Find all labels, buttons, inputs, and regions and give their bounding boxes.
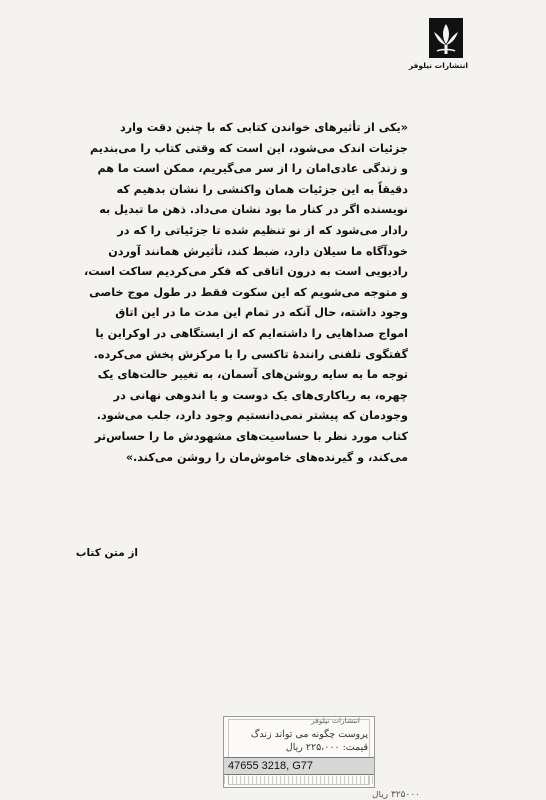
blurb-text: [83, 118, 408, 468]
bottom-price-stamp: ۳۲۵۰۰۰ ریال: [371, 791, 420, 800]
blurb-line: کتاب مورد نظر با حساسیت‌های مشهودش ما را حساس‌تر: [94, 429, 408, 443]
blurb-line: دقیقاً به این جزئیات همان واکنشی را نشان بدهیم که: [116, 182, 408, 196]
blurb-line: توجه ما به سایه روشن‌های آسمان، به تغییر حالت‌های یک: [97, 368, 408, 382]
blurb-line: چهره، به ریاکاری‌های یک دوست و یا اندوهی نهانی در: [113, 388, 408, 402]
blurb-line: جزئیات اندک می‌شود، این است که وقتی کتاب را می‌بندیم: [90, 141, 408, 155]
sticker-price: قیمت: ۲۲۵،۰۰۰ ریال: [285, 742, 368, 753]
sticker-title: پروست چگونه می تواند زندگ: [250, 729, 368, 740]
blurb-line: وجودمان که پیشتر نمی‌دانستیم وجود دارد، جلب می‌شود.: [96, 409, 408, 423]
blurb-line: و زندگی عادی‌امان را از سر می‌گیریم، ممکن است ما هم: [97, 162, 408, 176]
lotus-logo-icon: [429, 18, 463, 58]
sticker-barcode-number: 47655 3218, G77: [224, 757, 374, 775]
blurb-line: نویسنده اگر در کنار ما بود نشان می‌داد. ذهن ما تبدیل به: [99, 203, 408, 217]
blurb-line: وجود داشته، حال آنکه در تمام این مدت ما در این اتاق: [115, 306, 408, 320]
price-sticker: [223, 716, 375, 788]
publisher-name: انتشارات نیلوفر: [408, 61, 468, 70]
source-attribution: از متن کتاب: [75, 547, 138, 559]
blurb-line: گفتگوی تلفنی رانندهٔ تاکسی را با مرکزش پخش می‌کرده.: [93, 347, 408, 361]
blurb-line: و متوجه می‌شویم که این سکوت فقط در طول موج خاصی: [89, 285, 408, 299]
barcode-stripes: [224, 776, 374, 784]
sticker-publisher: انتشارات نیلوفر: [311, 716, 360, 725]
blurb-line: می‌کند، و گیرنده‌های خاموش‌مان را روشن می‌کند.»: [125, 450, 408, 464]
blurb-line: رادار می‌شود که از نو تنظیم شده تا جزئیاتی را که در: [117, 223, 408, 237]
blurb-line: رادیویی است به درون اتاقی که فکر می‌کردیم ساکت است،: [83, 265, 408, 279]
blurb-line: امواج صداهایی را داشته‌ایم که از ایستگاهی در اوکراین یا: [95, 326, 408, 340]
blurb-line: خودآگاه ما سیلان دارد، ضبط کند، تأثیرش همانند آوردن: [108, 244, 408, 258]
blurb-line: «یکی از تأثیرهای خواندن کتابی که با چنین دقت وارد: [120, 121, 408, 134]
publisher-logo: [408, 18, 468, 70]
